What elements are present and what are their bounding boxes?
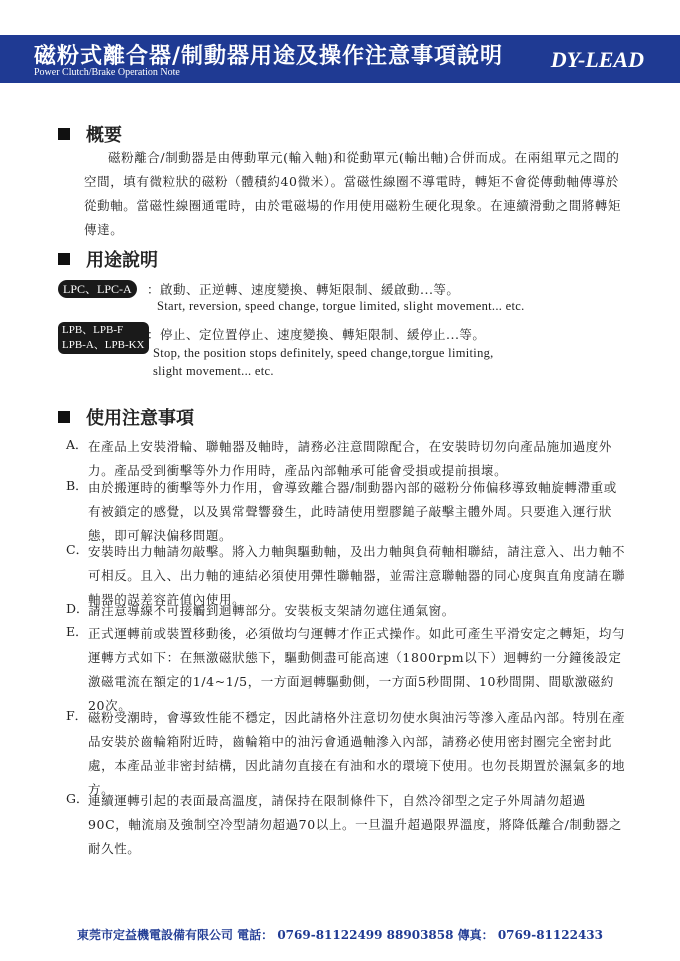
usage-badge-lpc: LPC、LPC-A bbox=[58, 280, 137, 298]
note-item-e: E． 正式運轉前或裝置移動後，必須做均勻運轉才作正式操作。如此可產生平滑安定之轉矩，均勻運轉方式如下：在無激磁狀態下，驅動側盡可能高速（1800rpm以下）迴轉約一分鐘後設定激磁電流在額定的1/4~1/5，一方面迴轉驅動側，一方面5秒間開、10秒間開、間歇激磁約20次。 bbox=[66, 624, 626, 713]
note-item-c: C． 安裝時出力軸請勿敲擊。將入力軸與驅動軸，及出力軸與負荷軸相聯結，請注意入、出力軸不可相反。且入、出力軸的連結必須使用彈性聯軸器，並需注意聯軸器的同心度與直角度請在聯軸器的誤差容許值內使用。 bbox=[66, 542, 626, 607]
usage-lpc-zh: ：啟動、正逆轉、速度變換、轉矩限制、緩啟動...等。 bbox=[147, 282, 460, 297]
note-item-d: D． 請注意導線不可接觸到迴轉部分。安裝板支架請勿遮住通氣窗。 bbox=[66, 601, 455, 618]
square-bullet-icon bbox=[58, 128, 70, 140]
notes-heading: 使用注意事項 bbox=[58, 404, 194, 430]
usage-heading: 用途說明 bbox=[58, 246, 158, 272]
note-item-b: B． 由於搬運時的衝擊等外力作用，會導致離合器/制動器內部的磁粉分佈偏移導致軸旋轉滯重或有被鎖定的感覺，以及異常聲響發生，此時請使用塑膠鎚子敲擊主體外周。只要進入運行狀態，即可解決偏移問題。 bbox=[66, 478, 617, 543]
note-item-g: G． 連續運轉引起的表面最高溫度，請保持在限制條件下，自然冷卻型之定子外周請勿超過90C，軸流扇及強制空冷型請勿超過70以上。一旦溫升超過限界溫度，將降低離合/制動器之耐久性。 bbox=[66, 791, 622, 856]
overview-text: 磁粉離合/制動器是由傳動單元(輸入軸)和從動單元(輸出軸)合併而成。在兩組單元之間的空間，填有微粒狀的磁粉（體積約40微米）。當磁性線圈不導電時，轉矩不會從傳動軸傳導於從動軸。當磁性線圈通電時，由於電磁場的作用使用磁粉生硬化現象。在連續滑動之間將轉矩傳達。 bbox=[84, 150, 622, 237]
square-bullet-icon bbox=[58, 253, 70, 265]
brand-logo: DY-LEAD bbox=[550, 47, 644, 72]
company-footer: 東莞市定益機電設備有限公司 電話： 0769-81122499 88903858 傳真： 0769-81122433 bbox=[76, 928, 604, 942]
square-bullet-icon bbox=[58, 411, 70, 423]
page-subtitle: Power Clutch/Brake Operation Note bbox=[34, 67, 180, 78]
usage-lpb-zh: ：停止、定位置停止、速度變換、轉矩限制、緩停止...等。 bbox=[147, 327, 486, 342]
usage-badge-lpb: LPB、LPB-F LPB-A、LPB-KX bbox=[58, 322, 149, 354]
usage-lpb-en-1: Stop, the position stops definitely, speed change,torgue limiting, bbox=[153, 346, 494, 360]
page-title: 磁粉式離合器/制動器用途及操作注意事項說明 bbox=[34, 43, 504, 69]
usage-lpb-en-2: slight movement... etc. bbox=[153, 364, 274, 378]
overview-heading: 概要 bbox=[58, 121, 122, 147]
note-item-a: A． 在產品上安裝滑輪、聯軸器及軸時，請務必注意間隙配合，在安裝時切勿向產品施加過度外力。產品受到衝擊等外力作用時，產品內部軸承可能會受損或提前損壞。 bbox=[66, 437, 613, 478]
usage-lpc-en: Start, reversion, speed change, torgue limited, slight movement... etc. bbox=[157, 299, 525, 313]
note-item-f: F． 磁粉受潮時，會導致性能不穩定，因此請格外注意切勿使水與油污等滲入產品內部。特別在產品安裝於齒輪箱附近時，齒輪箱中的油污會通過軸滲入內部，請務必使用密封圈完全密封此處，本產品並非密封結構，因此請勿直接在有油和水的環境下使用。也勿長期置於濕氣多的地方。 bbox=[66, 708, 626, 797]
header-banner bbox=[0, 35, 680, 83]
